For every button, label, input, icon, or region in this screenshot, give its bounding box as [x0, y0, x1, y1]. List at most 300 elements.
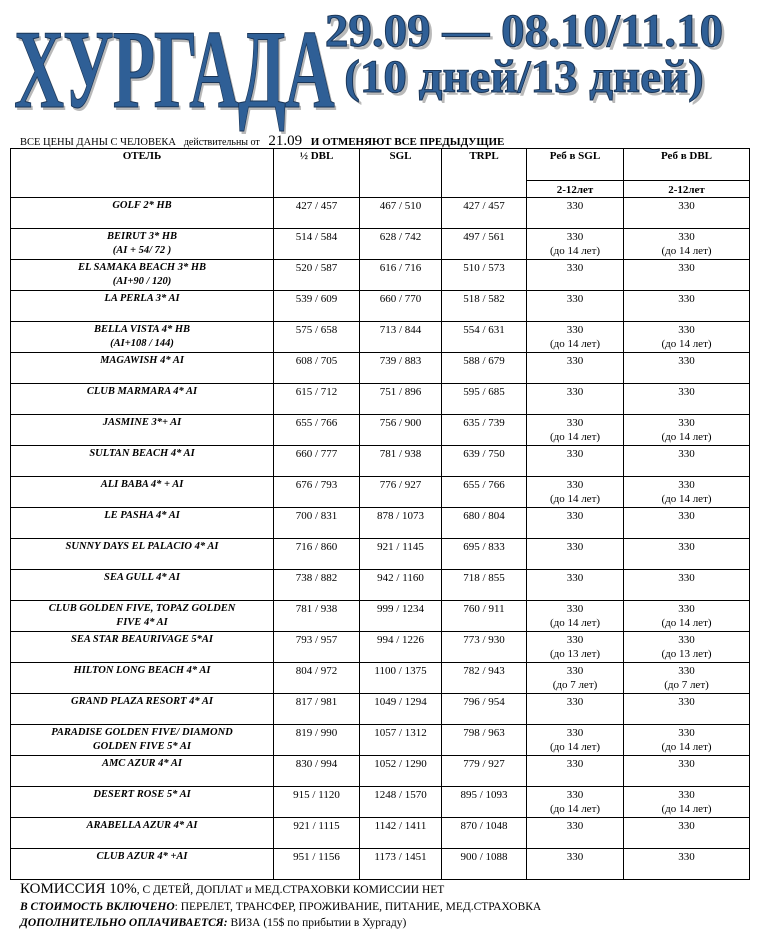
price-half-dbl: 520 / 587 [295, 262, 338, 274]
table-row [11, 198, 750, 229]
hotel-cell [11, 756, 274, 787]
trpl-cell [442, 725, 527, 756]
hotel-name: SEA GULL 4* AI [104, 572, 180, 583]
price-table [10, 148, 750, 880]
half-dbl-cell [274, 756, 360, 787]
price-child-dbl: 330 [678, 541, 695, 553]
child-sgl-cell [527, 632, 624, 663]
half-dbl-cell [274, 725, 360, 756]
price-child-sgl: 330 [566, 820, 584, 832]
half-dbl-cell [274, 663, 360, 694]
price-sgl: 756 / 900 [379, 417, 422, 429]
sgl-cell [360, 198, 442, 229]
hotel-cell [11, 446, 274, 477]
half-dbl-cell [274, 260, 360, 291]
price-trpl: 518 / 582 [463, 293, 505, 305]
price-trpl: 680 / 804 [463, 510, 505, 522]
hotel-name: MAGAWISH 4* AI [100, 355, 184, 366]
price-sgl: 660 / 770 [379, 293, 422, 305]
hotel-name: BEIRUT 3* HB [106, 231, 177, 242]
child-sgl-age: (до 14 лет) [549, 431, 601, 443]
trpl-cell [442, 291, 527, 322]
hotel-cell [11, 260, 274, 291]
child-sgl-cell [527, 818, 624, 849]
trpl-cell [442, 198, 527, 229]
child-dbl-cell [624, 477, 750, 508]
half-dbl-cell [274, 384, 360, 415]
child-sgl-cell [527, 570, 624, 601]
sgl-cell [360, 353, 442, 384]
child-sgl-age: (до 14 лет) [549, 617, 601, 629]
price-half-dbl: 575 / 658 [295, 324, 338, 336]
price-trpl: 796 / 954 [463, 696, 505, 708]
hotel-cell [11, 663, 274, 694]
child-dbl-cell [624, 694, 750, 725]
price-child-dbl: 330 [678, 200, 695, 212]
hotel-name: AMC AZUR 4* AI [101, 758, 183, 769]
price-sgl: 921 / 1145 [377, 541, 424, 553]
trpl-cell [442, 756, 527, 787]
included-text: : ПЕРЕЛЕТ, ТРАНСФЕР, ПРОЖИВАНИЕ, ПИТАНИЕ, МЕД.СТРАХОВКА [174, 901, 542, 913]
sgl-cell [360, 663, 442, 694]
price-child-dbl: 330 [678, 355, 695, 367]
price-child-sgl: 330 [566, 355, 584, 367]
hotel-name: SUNNY DAYS EL PALACIO 4* AI [65, 541, 219, 552]
hotel-name: GOLF 2* HB [112, 200, 172, 211]
child-dbl-cell [624, 415, 750, 446]
hotel-cell [11, 818, 274, 849]
price-child-sgl: 330 [566, 603, 584, 615]
trpl-cell [442, 570, 527, 601]
price-sgl: 616 / 716 [379, 262, 422, 274]
trpl-cell [442, 818, 527, 849]
hotel-cell [11, 694, 274, 725]
hotel-cell [11, 725, 274, 756]
child-dbl-age: (до 14 лет) [661, 245, 712, 257]
child-dbl-age: (до 14 лет) [661, 431, 712, 443]
price-child-dbl: 330 [678, 696, 695, 708]
price-child-dbl: 330 [678, 479, 695, 491]
tour-dates [308, 5, 740, 103]
sgl-cell [360, 849, 442, 880]
half-dbl-cell [274, 694, 360, 725]
child-sgl-age: (до 14 лет) [549, 803, 601, 815]
trpl-cell [442, 539, 527, 570]
price-trpl: 695 / 833 [463, 541, 505, 553]
table-row [11, 601, 750, 632]
child-dbl-cell [624, 353, 750, 384]
price-child-dbl: 330 [678, 851, 695, 863]
price-trpl: 588 / 679 [463, 355, 505, 367]
child-dbl-cell [624, 446, 750, 477]
price-child-dbl: 330 [678, 665, 695, 677]
price-child-dbl: 330 [678, 293, 695, 305]
child-sgl-age: (до 14 лет) [549, 338, 601, 350]
price-half-dbl: 676 / 793 [295, 479, 338, 491]
table-row [11, 570, 750, 601]
hotel-cell [11, 508, 274, 539]
price-child-sgl: 330 [566, 727, 584, 739]
price-child-dbl: 330 [678, 231, 695, 243]
child-sgl-cell [527, 446, 624, 477]
table-row [11, 229, 750, 260]
hotel-name: GRAND PLAZA RESORT 4* AI [71, 696, 213, 707]
price-sgl: 713 / 844 [379, 324, 422, 336]
price-child-dbl: 330 [678, 820, 695, 832]
table-row [11, 384, 750, 415]
trpl-cell [442, 384, 527, 415]
half-dbl-cell [274, 322, 360, 353]
price-sgl: 1173 / 1451 [374, 851, 427, 863]
child-dbl-age: (до 14 лет) [661, 493, 712, 505]
child-sgl-age: (до 14 лет) [549, 741, 601, 753]
price-trpl: 595 / 685 [463, 386, 505, 398]
price-child-sgl: 330 [566, 665, 584, 677]
half-dbl-cell [274, 198, 360, 229]
sgl-cell [360, 477, 442, 508]
hotel-name: JASMINE 3*+ AI [102, 417, 182, 428]
trpl-cell [442, 849, 527, 880]
price-sgl: 1248 / 1570 [374, 789, 427, 801]
hotel-name: CLUB GOLDEN FIVE, TOPAZ GOLDEN [48, 603, 236, 614]
price-child-dbl: 330 [678, 510, 695, 522]
sgl-cell [360, 384, 442, 415]
table-row [11, 477, 750, 508]
hotel-name: LE PASHA 4* AI [104, 510, 180, 521]
trpl-cell [442, 260, 527, 291]
price-trpl: 870 / 1048 [460, 820, 508, 832]
child-dbl-cell [624, 384, 750, 415]
table-row [11, 353, 750, 384]
child-sgl-cell [527, 322, 624, 353]
price-child-dbl: 330 [678, 324, 695, 336]
sgl-cell [360, 539, 442, 570]
price-half-dbl: 804 / 972 [295, 665, 338, 677]
price-child-sgl: 330 [566, 293, 584, 305]
price-half-dbl: 514 / 584 [295, 231, 338, 243]
price-half-dbl: 819 / 990 [295, 727, 338, 739]
price-half-dbl: 951 / 1156 [293, 851, 340, 863]
child-sgl-cell [527, 694, 624, 725]
price-child-dbl: 330 [678, 262, 695, 274]
half-dbl-cell [274, 446, 360, 477]
child-dbl-cell [624, 756, 750, 787]
child-sgl-cell [527, 787, 624, 818]
child-dbl-cell [624, 663, 750, 694]
price-trpl: 510 / 573 [463, 262, 505, 274]
price-sgl: 781 / 938 [379, 448, 422, 460]
child-dbl-cell [624, 229, 750, 260]
sgl-cell [360, 446, 442, 477]
sgl-cell [360, 601, 442, 632]
price-half-dbl: 660 / 777 [295, 448, 338, 460]
hotel-name: SEA STAR BEAURIVAGE 5*AI [71, 634, 213, 645]
child-dbl-cell [624, 539, 750, 570]
trpl-cell [442, 322, 527, 353]
price-trpl: 773 / 930 [463, 634, 505, 646]
hotel-name: CLUB MARMARA 4* AI [86, 386, 198, 397]
hotel-name: LA PERLA 3* AI [104, 293, 180, 304]
price-child-dbl: 330 [678, 572, 695, 584]
price-child-sgl: 330 [566, 200, 584, 212]
table-row [11, 818, 750, 849]
half-dbl-cell [274, 291, 360, 322]
price-child-sgl: 330 [566, 541, 584, 553]
price-sgl: 1057 / 1312 [374, 727, 427, 739]
hotel-cell [11, 384, 274, 415]
hotel-cell [11, 322, 274, 353]
price-half-dbl: 539 / 609 [295, 293, 338, 305]
price-sgl: 994 / 1226 [376, 634, 425, 646]
commission-line [20, 881, 444, 898]
hotel-cell [11, 632, 274, 663]
half-dbl-cell [274, 601, 360, 632]
price-child-dbl: 330 [678, 417, 695, 429]
trpl-cell [442, 508, 527, 539]
half-dbl-cell [274, 818, 360, 849]
price-child-dbl: 330 [678, 758, 695, 770]
price-trpl: 782 / 943 [463, 665, 505, 677]
hotel-name: EL SAMAKA BEACH 3* HB [78, 262, 206, 273]
child-sgl-cell [527, 508, 624, 539]
child-sgl-cell [527, 415, 624, 446]
included-label: В СТОИМОСТЬ ВКЛЮЧЕНО [20, 901, 175, 913]
price-trpl: 497 / 561 [463, 231, 505, 243]
price-sgl: 999 / 1234 [376, 603, 425, 615]
extra-label: ДОПОЛНИТЕЛЬНО ОПЛАЧИВАЕТСЯ: [20, 917, 228, 929]
child-sgl-cell [527, 291, 624, 322]
hotel-note: (AI + 54/ 72 ) [112, 245, 172, 256]
table-row [11, 260, 750, 291]
price-half-dbl: 738 / 882 [295, 572, 338, 584]
trpl-cell [442, 694, 527, 725]
table-row [11, 725, 750, 756]
price-child-sgl: 330 [566, 696, 584, 708]
price-trpl: 798 / 963 [463, 727, 505, 739]
child-dbl-cell [624, 260, 750, 291]
price-child-sgl: 330 [566, 231, 584, 243]
price-child-dbl: 330 [678, 789, 695, 801]
trpl-cell [442, 663, 527, 694]
price-child-sgl: 330 [566, 572, 584, 584]
commission-text: , С ДЕТЕЙ, ДОПЛАТ и МЕД.СТРАХОВКИ КОМИССИИ НЕТ [136, 884, 445, 896]
child-dbl-cell [624, 322, 750, 353]
hotel-note: FIVE 4* AI [116, 617, 168, 628]
child-dbl-cell [624, 818, 750, 849]
price-sgl: 628 / 742 [379, 231, 422, 243]
child-dbl-cell [624, 632, 750, 663]
child-age-sgl: 2-12лет [527, 181, 624, 198]
price-trpl: 718 / 855 [463, 572, 505, 584]
price-sgl: 1142 / 1411 [374, 820, 427, 832]
hotel-name: DESERT ROSE 5* AI [93, 789, 191, 800]
half-dbl-cell [274, 415, 360, 446]
price-trpl: 779 / 927 [463, 758, 505, 770]
child-dbl-cell [624, 291, 750, 322]
hotel-cell [11, 787, 274, 818]
sgl-cell [360, 725, 442, 756]
hotel-name: CLUB AZUR 4* +AI [96, 851, 188, 862]
price-trpl: 635 / 739 [463, 417, 505, 429]
hotel-cell [11, 601, 274, 632]
price-child-sgl: 330 [566, 386, 584, 398]
price-half-dbl: 915 / 1120 [293, 789, 340, 801]
child-age-dbl: 2-12лет [624, 181, 750, 198]
child-dbl-cell [624, 725, 750, 756]
price-child-sgl: 330 [566, 262, 584, 274]
hotel-cell [11, 415, 274, 446]
child-dbl-age: (до 14 лет) [661, 741, 712, 753]
table-row [11, 663, 750, 694]
child-dbl-age: (до 14 лет) [661, 803, 712, 815]
hotel-cell [11, 198, 274, 229]
price-child-sgl: 330 [566, 510, 584, 522]
sgl-cell [360, 632, 442, 663]
sgl-cell [360, 322, 442, 353]
child-dbl-cell [624, 508, 750, 539]
trpl-cell [442, 632, 527, 663]
note-prefix: ВСЕ ЦЕНЫ ДАНЫ С ЧЕЛОВЕКА [20, 137, 176, 148]
child-dbl-age: (до 7 лет) [664, 679, 709, 691]
price-trpl: 639 / 750 [463, 448, 505, 460]
price-sgl: 739 / 883 [379, 355, 422, 367]
price-child-dbl: 330 [678, 448, 695, 460]
child-sgl-cell [527, 384, 624, 415]
child-dbl-cell [624, 849, 750, 880]
hotel-note: (AI+90 / 120) [112, 276, 172, 287]
sgl-cell [360, 570, 442, 601]
table-row [11, 632, 750, 663]
price-half-dbl: 817 / 981 [295, 696, 338, 708]
price-half-dbl: 608 / 705 [295, 355, 338, 367]
commission-label: КОМИССИЯ 10% [20, 881, 137, 897]
sgl-cell [360, 787, 442, 818]
half-dbl-cell [274, 539, 360, 570]
price-trpl: 554 / 631 [463, 324, 505, 336]
price-half-dbl: 830 / 994 [295, 758, 338, 770]
price-sgl: 751 / 896 [379, 386, 422, 398]
half-dbl-cell [274, 353, 360, 384]
note-suffix: И ОТМЕНЯЮТ ВСЕ ПРЕДЫДУЩИЕ [310, 136, 505, 148]
child-sgl-cell [527, 539, 624, 570]
price-sgl: 1100 / 1375 [374, 665, 427, 677]
child-dbl-age: (до 14 лет) [661, 617, 712, 629]
child-sgl-cell [527, 198, 624, 229]
child-sgl-cell [527, 849, 624, 880]
col-child-sgl: Реб в SGL [527, 149, 624, 181]
child-sgl-age: (до 14 лет) [549, 493, 601, 505]
date-range: 29.09 — 08.10/11.10 [324, 5, 724, 57]
price-child-sgl: 330 [566, 789, 584, 801]
extra-text: ВИЗА (15$ по прибытии в Хургаду) [227, 917, 407, 929]
child-sgl-age: (до 7 лет) [552, 679, 598, 691]
trpl-cell [442, 446, 527, 477]
price-child-sgl: 330 [566, 851, 584, 863]
half-dbl-cell [274, 787, 360, 818]
price-half-dbl: 700 / 831 [295, 510, 338, 522]
price-half-dbl: 716 / 860 [295, 541, 338, 553]
table-row [11, 446, 750, 477]
table-row [11, 787, 750, 818]
price-trpl: 760 / 911 [463, 603, 505, 615]
price-half-dbl: 615 / 712 [295, 386, 338, 398]
sgl-cell [360, 415, 442, 446]
price-child-dbl: 330 [678, 386, 695, 398]
col-sgl: SGL [360, 149, 442, 198]
price-child-sgl: 330 [566, 417, 584, 429]
hotel-cell [11, 849, 274, 880]
sgl-cell [360, 508, 442, 539]
child-sgl-age: (до 13 лет) [549, 648, 601, 660]
child-dbl-age: (до 14 лет) [661, 338, 712, 350]
col-child-dbl: Реб в DBL [624, 149, 750, 181]
child-sgl-cell [527, 260, 624, 291]
table-row [11, 322, 750, 353]
hotel-cell [11, 353, 274, 384]
price-trpl: 655 / 766 [463, 479, 505, 491]
sgl-cell [360, 260, 442, 291]
price-child-dbl: 330 [678, 727, 695, 739]
col-hotel: ОТЕЛЬ [11, 149, 274, 198]
hotel-name: PARADISE GOLDEN FIVE/ DIAMOND [51, 727, 233, 738]
price-half-dbl: 781 / 938 [295, 603, 338, 615]
trpl-cell [442, 229, 527, 260]
price-half-dbl: 921 / 1115 [293, 820, 340, 832]
price-sgl: 1052 / 1290 [374, 758, 427, 770]
child-dbl-cell [624, 198, 750, 229]
hotel-cell [11, 570, 274, 601]
included-line [20, 901, 541, 913]
half-dbl-cell [274, 477, 360, 508]
hotel-cell [11, 229, 274, 260]
hotel-name: HILTON LONG BEACH 4* AI [73, 665, 211, 676]
price-trpl: 427 / 457 [463, 200, 505, 212]
note-date: 21.09 [268, 133, 303, 149]
sgl-cell [360, 756, 442, 787]
hotel-note: (AI+108 / 144) [110, 338, 174, 349]
half-dbl-cell [274, 570, 360, 601]
hotel-cell [11, 291, 274, 322]
table-row [11, 539, 750, 570]
price-half-dbl: 427 / 457 [295, 200, 338, 212]
price-half-dbl: 655 / 766 [295, 417, 338, 429]
sgl-cell [360, 291, 442, 322]
price-child-sgl: 330 [566, 448, 584, 460]
table-row [11, 291, 750, 322]
child-dbl-age: (до 13 лет) [661, 648, 712, 660]
sgl-cell [360, 229, 442, 260]
price-child-sgl: 330 [566, 758, 584, 770]
trpl-cell [442, 415, 527, 446]
price-sgl: 776 / 927 [379, 479, 422, 491]
table-row [11, 849, 750, 880]
trpl-cell [442, 477, 527, 508]
table-row [11, 756, 750, 787]
half-dbl-cell [274, 508, 360, 539]
table-row [11, 694, 750, 725]
hotel-cell [11, 539, 274, 570]
col-half-dbl: ½ DBL [274, 149, 360, 198]
price-trpl: 900 / 1088 [460, 851, 508, 863]
child-sgl-cell [527, 601, 624, 632]
duration: (10 дней/13 дней) [344, 51, 704, 103]
child-sgl-age: (до 14 лет) [549, 245, 601, 257]
hotel-name: ALI BABA 4* + AI [100, 479, 184, 490]
price-sgl: 1049 / 1294 [374, 696, 427, 708]
price-sgl: 878 / 1073 [376, 510, 425, 522]
trpl-cell [442, 601, 527, 632]
table-row [11, 415, 750, 446]
